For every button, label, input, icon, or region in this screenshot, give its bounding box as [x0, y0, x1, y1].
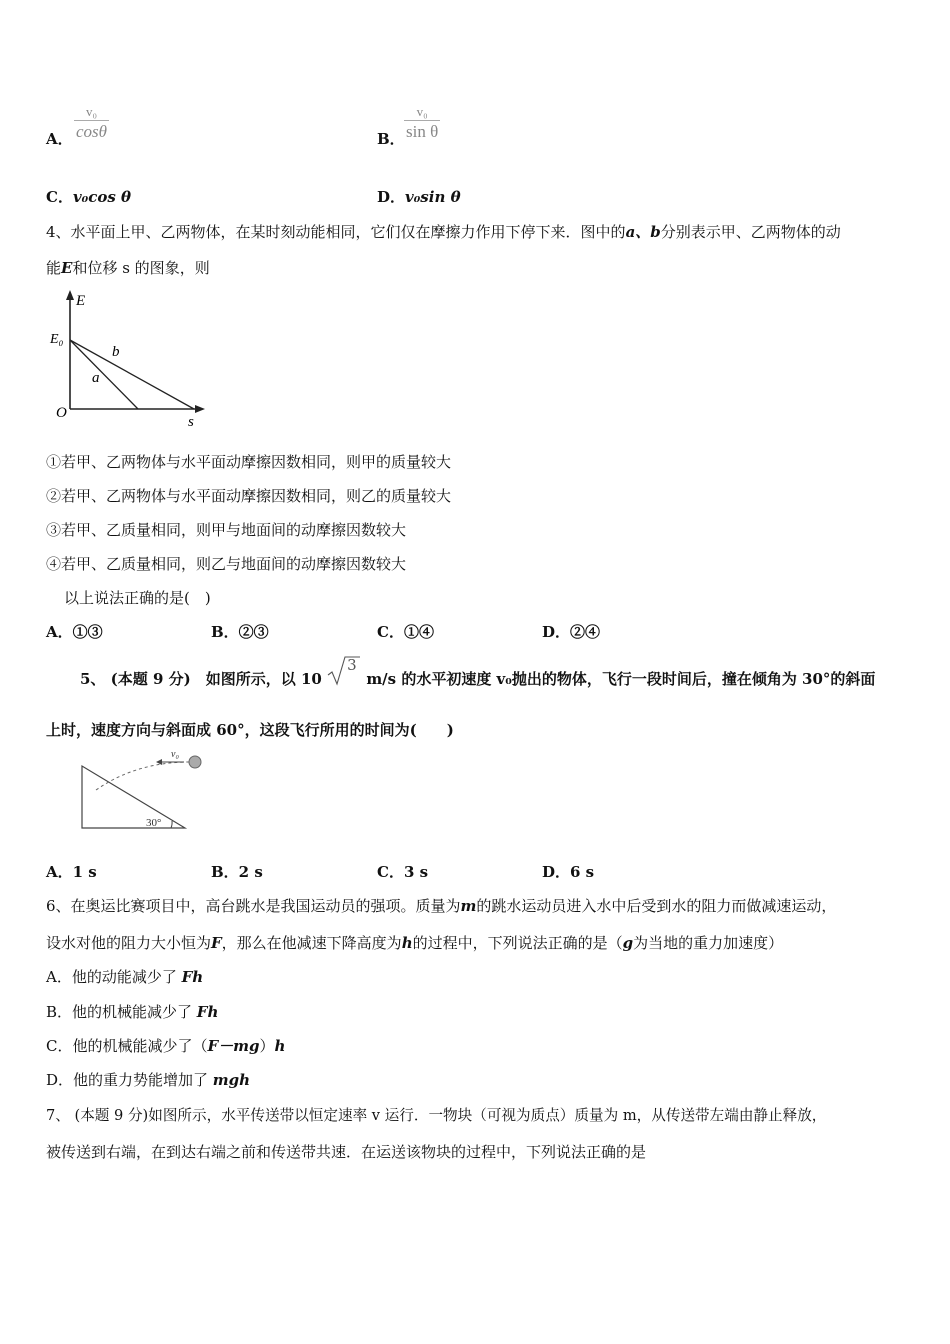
q6-option-d [46, 1069, 250, 1090]
y-axis-label: E [76, 293, 86, 309]
q6-option-c-expr: F－mg [207, 1037, 260, 1055]
q4-statement-4: ④若甲、乙质量相同，则乙与地面间的动摩擦因数较大 [46, 555, 407, 573]
q4-stem-line1 [46, 221, 841, 242]
q3-option-b-denominator: sin θ [406, 122, 439, 141]
q6-option-c-tail: ） [259, 1037, 275, 1055]
angle-arc [171, 821, 172, 828]
q4-statement-3: ③若甲、乙质量相同，则甲与地面间的动摩擦因数较大 [46, 521, 407, 539]
q5-stem-line2: 上时，速度方向与斜面成 60°，这段飞行所用的时间为( ) [46, 721, 454, 739]
q6-text-e: 的过程中，下列说法正确的是（ [412, 934, 623, 952]
line-a-label: a [92, 370, 100, 386]
q4-option-b: B．②③ [211, 623, 269, 641]
x-axis-label: s [188, 414, 194, 430]
q6-option-b-label: B．他的机械能减少了 [46, 1003, 197, 1021]
q5-sqrt [327, 656, 361, 689]
q4-option-a: A．①③ [46, 623, 103, 641]
q7-stem-line1: 7、 (本题 9 分)如图所示，水平传送带以恒定速率 v 运行．一物块（可视为质点）质量为 m，从传送带左端由静止释放， [46, 1107, 827, 1124]
q3-option-a-numerator: v₀ [74, 104, 109, 121]
q3-option-b-numerator: v₀ [404, 104, 440, 121]
q4-stem-line2-b: 和位移 s 的图象，则 [72, 259, 210, 277]
e0-label: E₀ [50, 332, 64, 347]
q4-stem-vars: a、b [625, 223, 661, 241]
trajectory-path [96, 762, 190, 790]
ball-icon [189, 756, 201, 768]
q6-option-c [46, 1035, 285, 1056]
q3-option-b-fraction [404, 104, 440, 143]
q5-stem-suffix: m/s 的水平初速度 v₀抛出的物体，飞行一段时间后，撞在倾角为 30°的斜面 [366, 670, 876, 688]
q5-stem-line1 [80, 656, 876, 689]
q4-option-d: D．②④ [542, 623, 601, 641]
q4-stem-text: 4、水平面上甲、乙两物体，在某时刻动能相同，它们仅在摩擦力作用下停下来．图中的 [46, 223, 626, 241]
q6-text-b: 的跳水运动员进入水中后受到水的阻力而做减速运动， [476, 897, 837, 915]
q6-option-b [46, 1001, 218, 1022]
line-b-label: b [112, 344, 120, 360]
q4-stem-line2-a: 能 [46, 259, 62, 277]
q6-option-a-expr: Fh [181, 968, 204, 986]
q5-stem-prefix: 5、 (本题 9 分) 如图所示，以 10 [80, 670, 322, 688]
q4-stem-var-e: E [61, 259, 73, 277]
q6-option-c-var: h [274, 1037, 286, 1055]
q4-energy-displacement-graph [48, 286, 218, 431]
q3-option-b-label: B． [377, 130, 405, 148]
q4-stem-line2 [46, 257, 210, 278]
q4-statement-1: ①若甲、乙两物体与水平面动摩擦因数相同，则甲的质量较大 [46, 453, 452, 471]
q5-option-d: D．6 s [542, 863, 595, 881]
q6-option-a-label: A．他的动能减少了 [46, 968, 182, 986]
q3-option-c [46, 186, 131, 207]
line-b [70, 340, 194, 409]
q6-option-d-label: D．他的重力势能增加了 [46, 1071, 213, 1089]
q6-var-f: F [211, 934, 222, 952]
q6-option-c-label: C．他的机械能减少了（ [46, 1037, 208, 1055]
q7-stem-line2: 被传送到右端，在到达右端之前和传送带共速．在运送该物块的过程中，下列说法正确的是 [46, 1143, 647, 1161]
q6-option-b-expr: Fh [196, 1003, 219, 1021]
q6-option-a [46, 966, 203, 987]
q6-var-h: h [401, 934, 413, 952]
q6-var-m: m [460, 897, 477, 915]
q6-stem-line1 [46, 895, 836, 916]
incline-triangle [82, 766, 185, 828]
q4-statement-2: ②若甲、乙两物体与水平面动摩擦因数相同，则乙的质量较大 [46, 487, 452, 505]
q3-option-d-label: D． [377, 188, 406, 206]
q4-stem-tail: 分别表示甲、乙两物体的动 [660, 223, 841, 241]
q6-text-a: 6、在奥运比赛项目中，高台跳水是我国运动员的强项。质量为 [46, 897, 461, 915]
q5-option-b: B．2 s [211, 863, 263, 881]
q5-option-a: A．1 s [46, 863, 97, 881]
q5-option-c: C．3 s [377, 863, 429, 881]
q6-text-d: ，那么在他减速下降高度为 [221, 934, 402, 952]
velocity-label: v₀ [171, 749, 179, 760]
origin-label: O [56, 405, 67, 421]
line-a [70, 340, 138, 409]
q6-text-c: 设水对他的阻力大小恒为 [46, 934, 212, 952]
q3-option-c-label: C． [46, 188, 73, 206]
q3-option-d-text: v₀sin θ [405, 188, 461, 206]
q6-stem-line2 [46, 932, 783, 953]
q3-option-a-fraction [74, 104, 109, 143]
q6-var-g: g [622, 934, 634, 952]
q6-text-f: 为当地的重力加速度） [633, 934, 784, 952]
x-axis-arrow-icon [195, 405, 205, 413]
q5-sqrt-value: 3 [347, 656, 357, 674]
angle-label: 30° [146, 817, 162, 829]
q3-option-a-label: A． [46, 130, 73, 148]
q4-option-c: C．①④ [377, 623, 434, 641]
q3-option-c-text: v₀cos θ [72, 188, 132, 206]
q6-option-d-expr: mgh [212, 1071, 251, 1089]
y-axis-arrow-icon [66, 290, 74, 300]
q5-incline-figure [76, 746, 216, 834]
q3-option-a-denominator: cosθ [76, 122, 108, 141]
q4-prompt: 以上说法正确的是( ) [64, 589, 211, 607]
q3-option-d [377, 186, 461, 207]
